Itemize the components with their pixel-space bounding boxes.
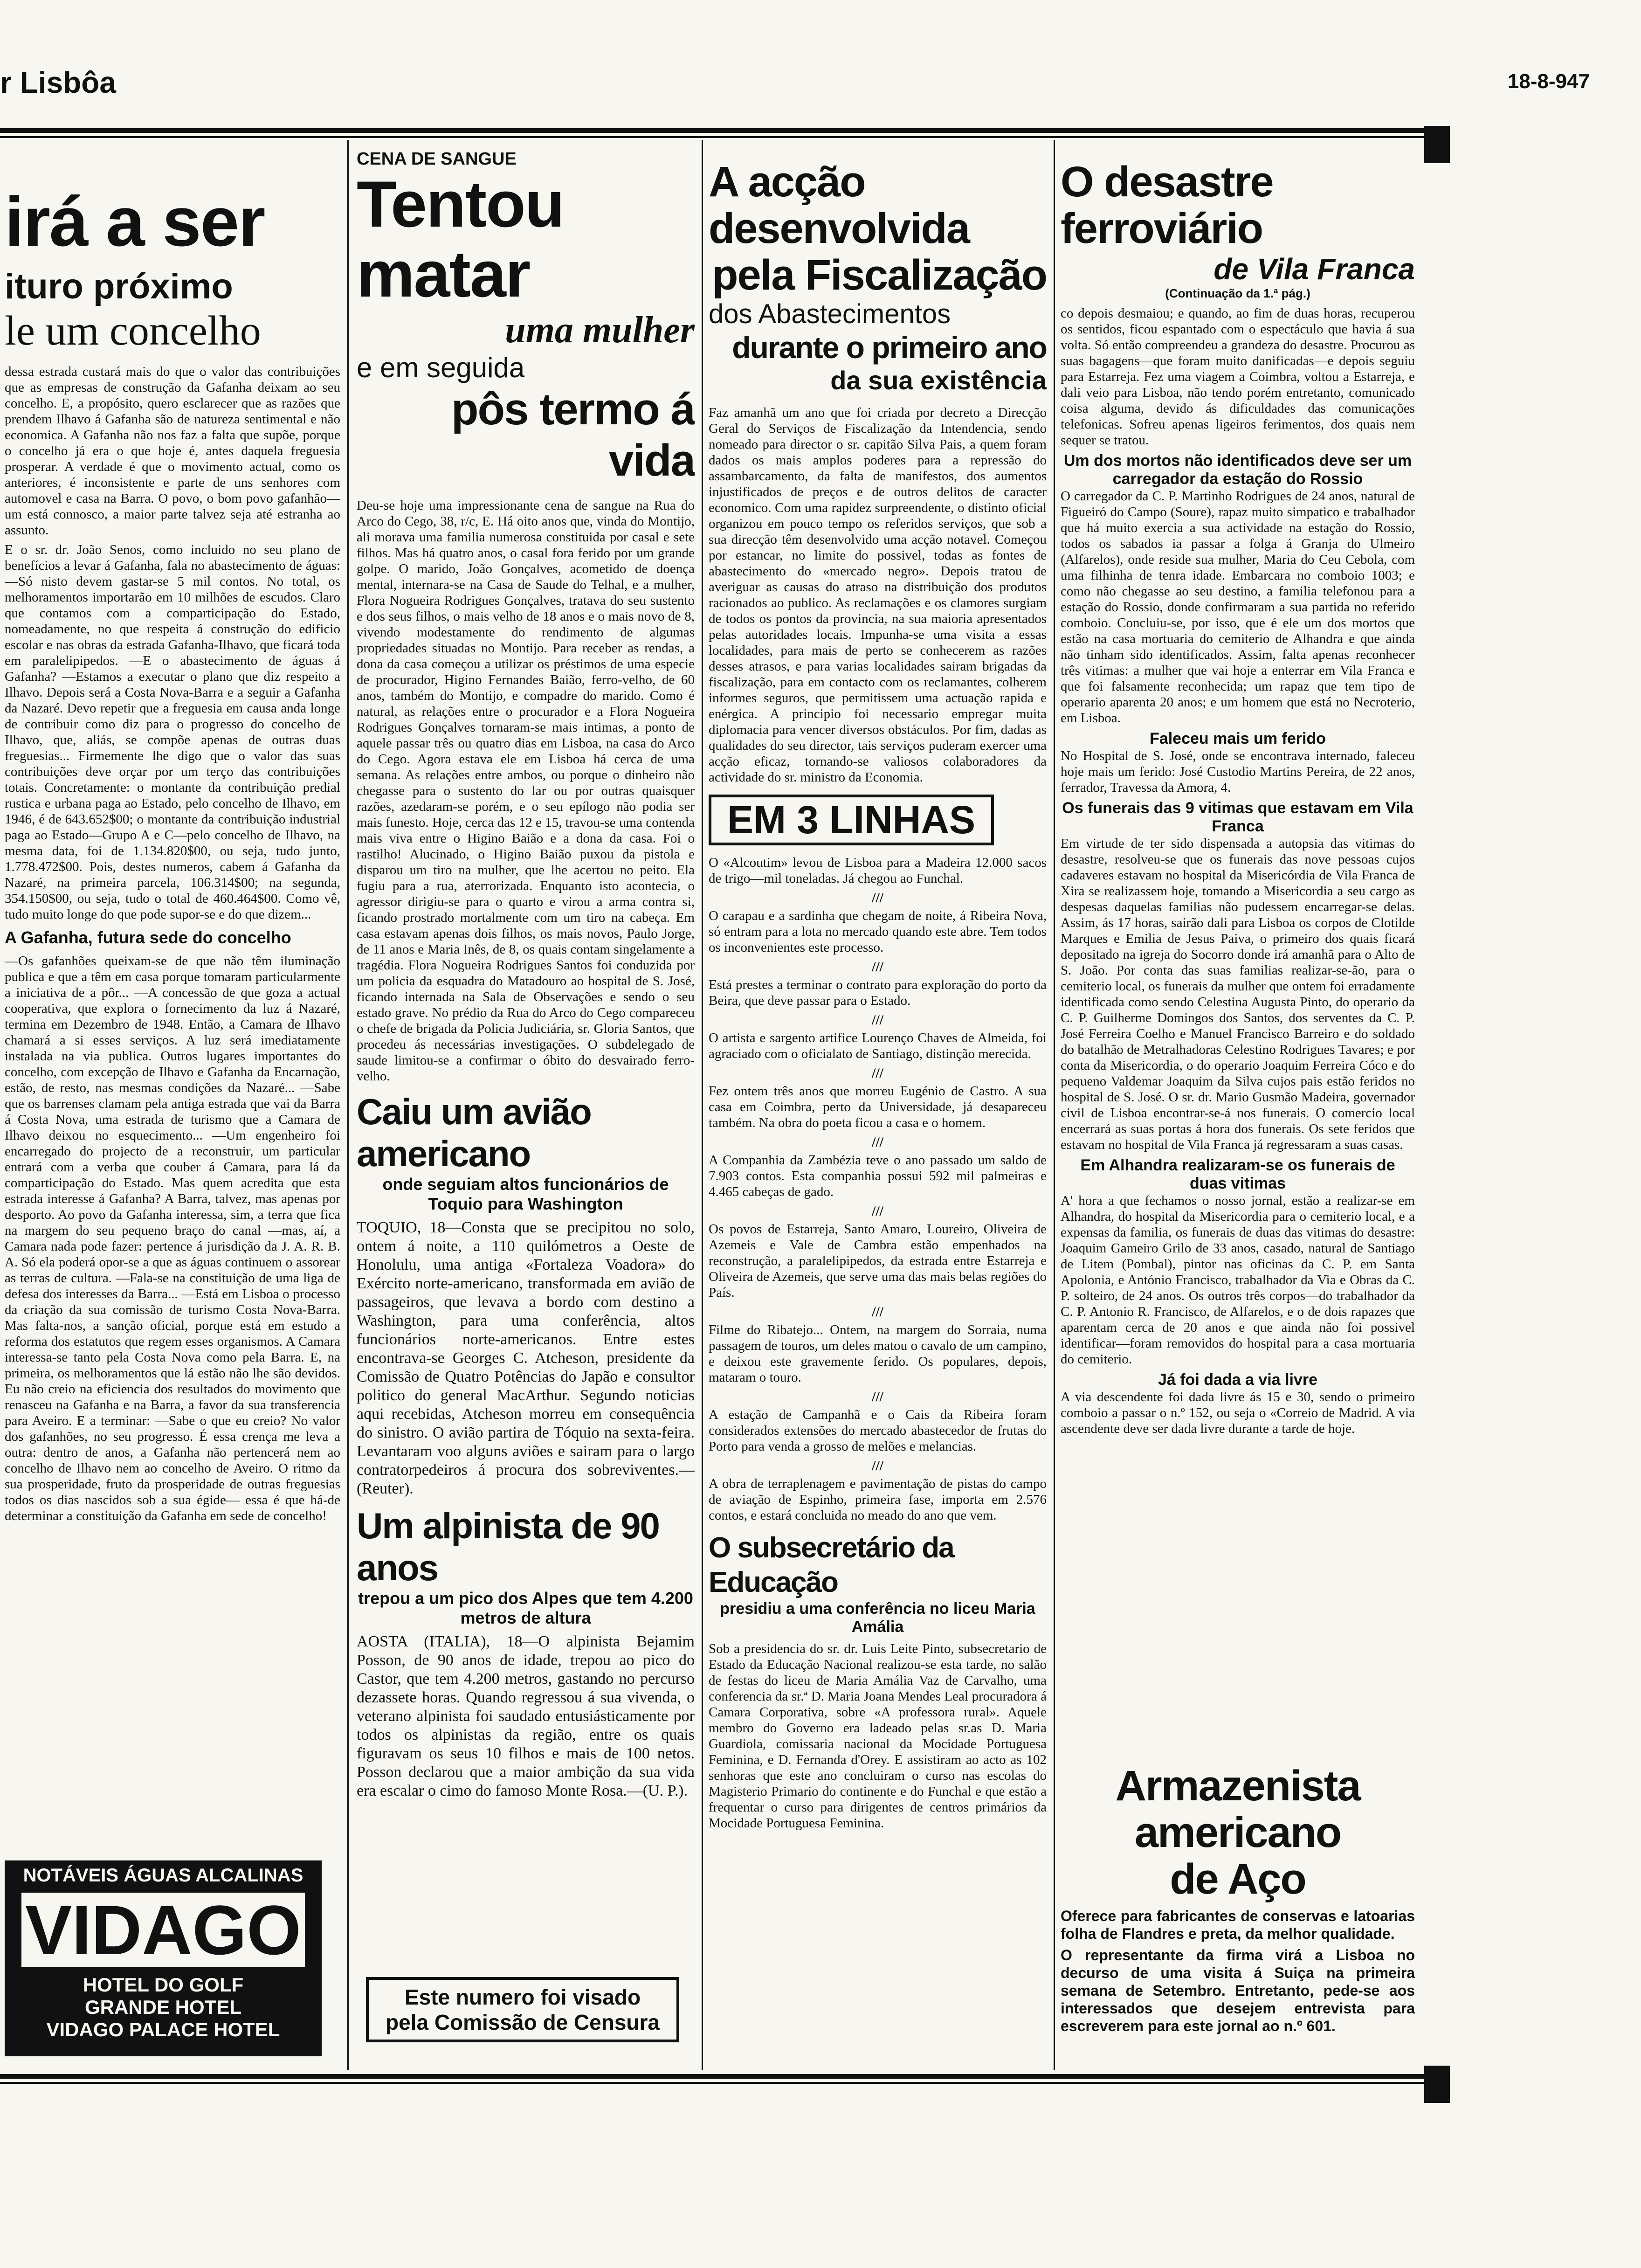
col4-sub-a: Um dos mortos não identificados deve ser um carregador da estação do Rossio [1063,452,1412,488]
col1-headline-1: irá a ser [5,182,265,261]
col2-sub-c: trepou a um pico dos Alpes que tem 4.200 metros de altura [358,1589,693,1627]
brief-item-7: Os povos de Estarreja, Santo Amaro, Loureiro, Oliveira de Azemeis e Vale de Cambra estão empenhados na reconstrução, a paralelipipedos, da estrada entre Estarreja e Oliveira de Azemeis, que serve uma das mais belas regiões do País. [709,1222,1047,1300]
vidago-advertisement [5,1860,322,2056]
censor-line-2: pela Comissão de Censura [386,2010,660,2034]
col2-text-b: TOQUIO, 18—Consta que se precipitou no solo, ontem á noite, a 110 quilómetros a Oeste de Honolulu, uma antiga «Fortaleza Voadora» do Exército norte-americano, transformada em avião de passageiros, que levava a bordo com destino a Washington, para uma conferência, altos funcionários norte-americanos. Entre estes encontrava-se Georges C. Atcheson, presidente da Comissão de Quatro Potências do Japão e consultor politico do general MacArthur. Segundo noticias aqui recebidas, Atcheson morreu em consequência do sinistro. O avião partira de Tóquio na sexta-feira. Levantaram voo alguns aviões e sairam para o largo contratorpedeiros á procura dos sobreviventes.—(Reuter). [357,1219,695,1497]
separator: /// [871,1203,883,1219]
top-rule [0,128,1436,133]
col4-headline-1: O desastre ferroviário [1061,159,1273,252]
em-3-linhas-box [709,795,994,845]
col2-text-c: AOSTA (ITALIA), 18—O alpinista Bejamim Posson, de 90 anos de idade, trepou ao pico do Castor, que tem 4.200 metros, gastando no percurso dezassete horas. Quando regressou á sua vivenda, o veterano alpinista foi saudado entusiásticamente por todos os alpinistas da região, entre os quais figuravam os seus 10 filhos e mais de 100 netos. Posson declarou que a maior ambição da sua vida era escalar o cimo do famoso Monte Rosa.—(U. P.). [357,1633,695,1799]
brief-item-2: O carapau e a sardinha que chegam de noite, á Ribeira Nova, só entram para a lota no mercado quando este abre. Tem todos os inconvenientes este processo. [709,908,1047,955]
em-3-linhas-title: EM 3 LINHAS [727,798,976,842]
col4-sub-c: Os funerais das 9 vitimas que estavam em Vila Franca [1062,799,1413,835]
col1-headline-2: ituro próximo [5,267,233,306]
col3-text-b: Sob a presidencia do sr. dr. Luis Leite Pinto, subsecretario de Estado da Educação Nacional realizou-se esta tarde, no salão de festas do liceu de Maria Amália Vaz de Carvalho, uma conferencia da sr.ª D. Maria Joana Mendes Leal procuradora á Camara Corporativa, sobre «A professora rural». Aquele membro do Governo era ladeado pelas sr.as D. Maria Guardiola, comissaria nacional da Mocidade Portuguesa Feminina, e D. Fernanda d'Orey. E assistiram ao acto as 102 senhoras que este ano concluiram o curso nas escolas do Magisterio Primario do continente e do Funchal e que estão a frequentar o curso para dirigentes de centros primários da Mocidade Portuguesa Feminina. [709,1641,1047,1831]
col2-kicker: CENA DE SANGUE [357,149,517,169]
col4-sub-d: Em Alhandra realizaram-se os funerais de duas vitimas [1080,1156,1395,1192]
ad-line-1: NOTÁVEIS ÁGUAS ALCALINAS [23,1865,303,1886]
column-2 [357,149,695,2066]
col1-headline-3: le um concelho [5,308,261,354]
col1-text-a: dessa estrada custará mais do que o valor das contribuições que as empresas de construção da Gafanha deixam ao seu concelho. E, a propósito, quero esclarecer que as razões que prendem Ilhavo á Gafanha são de natureza sentimental e não economica. A Gafanha não nos faz a falta que supõe, porque o concelho já era o que hoje é, antes daquela freguesia prosperar. A verdade é que o movimento actual, como os anteriores, é inconsistente e parte de uns senhores com automovel e casa na Barra. O povo, o bom povo gafanhão— um está connosco, a maior parte talvez seja até estranha ao assunto. [5,364,340,538]
col2-headline-b: Caiu um avião americano [357,1091,591,1174]
separator: /// [871,1389,883,1404]
masthead-title: r Lisbôa [0,66,116,99]
col2-headline-4: pôs termo á vida [451,384,695,485]
top-rule-thin [0,136,1436,138]
steel-advertisement [1061,1763,1415,2039]
right-bar-bottom [1424,2066,1450,2103]
brief-item-3: Está prestes a terminar o contrato para exploração do porto da Beira, que deve passar para o Estado. [709,977,1047,1008]
col3-headline-1: A acção desenvolvida [709,159,969,252]
brief-item-8: Filme do Ribatejo... Ontem, na margem do Sorraia, numa passagem de touros, um deles matou o cavalo de um campino, e deixou este gravemente ferido. Os populares, depois, mataram o touro. [709,1322,1047,1385]
brief-item-4: O artista e sargento artifice Lourenço Chaves de Almeida, foi agraciado com o oficialato de Santiago, distinção merecida. [709,1030,1047,1061]
right-bar-top [1424,126,1450,163]
col4-text-d: Em virtude de ter sido dispensada a autopsia das vitimas do desastre, resolveu-se que os funerais das nove pessoas cujos cadaveres estavam no hospital da Misericórdia de Vila Franca de Xira se realizassem hoje, tomando a Misericordia a seu cargo as despesas daquelas familias não pudessem encarregar-se delas. Assim, ás 17 horas, sairão dali para Lisboa os corpos de Clotilde Marques e Emilia de Jesus Paiva, o primeiro dos quais ficará depositado na igreja do Socorro donde irá amanhã para o Alto de S. João. Por conta das suas familias realizar-se-ão, para o cemiterio local, os funerais da mulher que ontem foi erradamente identificada como sendo Celestina Augusta Pinto, do operario da C. P. Guilherme Domingos dos Santos, dos serventes da C. P. José Ferreira Coelho e Manuel Francisco Barreiro e do soldado do batalhão de Metralhadoras Celestino Rodrigues Tavares; e por conta da Misericordia, o do operario Joaquim Ferreira Cóco e do pequeno Valdemar Joaquim da Silva cujos pais estão feridos no hospital de S. José. O sr. dr. Mario Gusmão Madeira, governador civil de Lisboa encontrar-se-á nos funerais. O comercio local encerrará as suas portas á hora dos funerais. Os sete feridos que estavam no hospital de Vila Franca já regressaram a suas casas. [1061,836,1415,1152]
col1-text-c: —Os gafanhões queixam-se de que não têm iluminação publica e que a têm em casa porque tomaram particularmente a iniciativa de a pôr... —A concessão de que goza a actual cooperativa, que explora o fornecimento da luz á Nazaré, termina em Dezembro de 1948. Então, a Camara de Ilhavo chamará a si esses serviços. A luz será imediatamente instalada na via publica. Outros lugares importantes do concelho, com excepção de Ilhavo e Gafanha da Encarnação, estão, de resto, nas mesmas condições da Nazaré... —Sabe que os barrenses clamam pela antiga estrada que vai da Barra á Costa Nova, uma estrada de turismo que a Camara de Ilhavo deixou no esquecimento... —Um engenheiro foi encarregado do projecto de a reconstruir, um particular entrará com a verba que couber á Camara, para lá da comparticipação do Estado. Mas quem acredita que esta estrada interesse á Gafanha? A Barra, talvez, mas apenas por desporto. Ao povo da Gafanha interessa, sim, a terra que fica na margem do seu pequeno braço do canal —mas, aí, a Camara nada pode fazer: pertence á jurisdição da J. A. R. B. A. Só ela poderá opor-se a que as águas continuem o assorear as terras de cultura. —Fala-se na constituição de uma liga de defesa dos interesses da Barra... —Está em Lisboa o processo da criação da sua comissão de turismo Costa Nova-Barra. Mas falta-nos, a sanção oficial, porque está em estudo a reforma dos estatutos que regem esses organismos. A Camara interessa-se tanto pela Costa Nova como pela Barra. E, na primeira, os melhoramentos que lá estão não lhe são devidos. Eu não creio na eficiencia dos resultados do movimento que renasceu na Gafanha e na Barra, a favor da sua transferencia para Aveiro. E a terminar: —Sabe o que eu creio? No valor dos gafanhões, no seu progresso. É essa crença me leva a outra: dentro de anos, a Gafanha não pertencerá nem ao concelho de Ilhavo nem ao concelho de Aveiro. O ritmo da sua prosperidade, fruto da prosperidade de outras freguesias todos os dias nascidos sob a sua égide— essa é que há-de determinar a constituição da Gafanha em sede de concelho! [5,954,340,1523]
separator: /// [871,959,883,975]
col3-sub-b: presidiu a uma conferência no liceu Maria Amália [720,1600,1035,1636]
col2-headline-c: Um alpinista de 90 anos [357,1505,659,1588]
separator: /// [871,890,883,906]
col4-headline-b2: de Aço [1170,1855,1306,1903]
issue-date: 18-8-947 [1507,70,1590,93]
col2-sub-b: onde seguiam altos funcionários de Toquio para Washington [382,1175,669,1213]
ad-line-4: GRANDE HOTEL [85,1996,241,2018]
col3-headline-5: da sua existência [830,366,1047,395]
brief-item-10: A obra de terraplenagem e pavimentação de pistas do campo de aviação de Espinho, primeira fase, importa em 2.576 contos, e estará concluida no meado do ano que vem. [709,1476,1047,1523]
col4-text-e: A' hora a que fechamos o nosso jornal, estão a realizar-se em Alhandra, do hospital da Misericordia para o cemiterio local, e a expensas da familia, os funerais de duas das vitimas do desastre: Joaquim Gameiro Grilo de 33 anos, casado, natural de Santiago de Litem (Pombal), pintor nas oficinas da C. P. em Santa Apolonia, e António Francisco, trabalhador da Via e Obras da C. P. solteiro, de 24 anos. Os outros três corpos—do trabalhador da C. P. Antonio R. Francisco, de Alfarelos, e o de dois rapazes que aparentam cerca de 20 anos e que ainda não foi possivel identificar—foram removidos do hospital para a casa mortuaria do cemiterio. [1061,1193,1415,1367]
col4-sub-e: Já foi dada a via livre [1158,1371,1318,1389]
separator: /// [871,1458,883,1473]
ad-line-3: HOTEL DO GOLF [83,1974,244,1996]
censorship-notice [366,1977,679,2042]
col4-headline-2: de Vila Franca [1214,252,1415,286]
column-rule-1 [347,140,349,2070]
col1-text-b: E o sr. dr. João Senos, como incluido no seu plano de benefícios a levar á Gafanha, fala no abastecimento de águas: —Só nisto devem gastar-se 5 mil contos. No total, os melhoramentos importarão em 10 milhões de escudos. Claro que contamos com a comparticipação do Estado, nomeadamente, no que respeita á construção do edificio escolar e nas obras da estrada Gafanha-Ilhavo, que ficará toda em paralelipipedos. —E o abastecimento de águas á Gafanha? —Estamos a executar o plano que diz respeito a Ilhavo. Depois será a Costa Nova-Barra e a seguir a Gafanha da Nazaré. Devo repetir que a freguesia em causa anda longe de contribuir como diz para o progresso do concelho de Ilhavo, que, aliás, se compõe apenas de outras duas freguesias... Firmemente lhe digo que o valor das suas contribuições deve orçar por um terço das contribuições totais. Concretamente: o montante da contribuição predial rustica e urbana paga ao Estado, pelo concelho de Ilhavo, em 1946, é de 643.652$00; o montante da contribuição industrial paga ao Estado—Grupo A e C—pelo concelho de Ilhavo, na mesma data, foi de 1.134.820$00, ou seja, tudo junto, 1.778.472$00. Pois, destes numeros, cabem á Gafanha da Nazaré, na primeira parcela, 106.314$00; na segunda, 354.150$00, ou seja, tudo o total de 460.464$00. Como vê, tudo muito longe do que pode supor-se e do que dizem... [5,542,340,922]
col4-text-g: Oferece para fabricantes de conservas e latoarias folha de Flandres e preta, da melhor qualidade. [1061,1908,1415,1942]
col3-headline-4: durante o primeiro ano [732,330,1047,365]
separator: /// [871,1012,883,1028]
col4-text-a: co depois desmaiou; e quando, ao fim de duas horas, recuperou os sentidos, ficou espantado com o espectáculo que havia á sua volta. Só então compreendeu a grandeza do desastre. Procurou as suas bagagens—que foram muito danificadas—e depois seguiu para Estarreja. Fez uma viagem a Coimbra, voltou a Estarreja, e dali veio para Lisboa, não tendo porém entretanto, comunicado coisa alguma, devido ás dificuldades das comunicações telefonicas. Sofreu apenas ligeiros ferimentos, dos quais nem sequer se tratou. [1061,306,1415,448]
ad-brand: VIDAGO [19,1890,308,1970]
col2-headline-3: e em seguida [357,352,525,383]
col4-text-b: O carregador da C. P. Martinho Rodrigues de 24 anos, natural de Figueiró do Campo (Soure), rapaz muito simpatico e trabalhador que há muito exercia a sua actividade na estação do Rossio, todos os sabados ia passar a folga á Granja do Ulmeiro (Alfarelos), onde reside sua mulher, Maria do Ceu Cebola, com uma filhinha de tenra idade. Embarcara no comboio 1003; e como não chegasse ao seu destino, a familia telefonou para a estação do Rossio, donde confirmaram a sua partida no referido comboio. Concluiu-se, por isso, que é ele um dos mortos que estão na casa mortuaria do cemiterio de Alhandra e que ainda não tinham sido identificados. Assim, falta apenas reconhecer três vitimas: a mulher que vai hoje a enterrar em Vila Franca e que foi falsamente reconhecida; um rapaz que tem tipo de operario aparenta 20 anos; e um homem que está no Necroterio, em Lisboa. [1061,489,1415,726]
separator: /// [871,1065,883,1081]
col4-continuation: (Continuação da 1.ª pág.) [1165,286,1310,300]
censor-line-1: Este numero foi visado [404,1985,641,2009]
col3-text-a: Faz amanhã um ano que foi criada por decreto a Direcção Geral do Serviços de Fiscalização da Intendencia, sendo nomeado para director o sr. capitão Silva Pais, a quem foram dados os mais amplos poderes para a repressão do assambarcamento, da falta de manifestos, dos aumentos injustificados de preços e de outros delitos de caracter economico. Com uma rapidez surpreendente, o distinto oficial organizou em pouco tempo os referidos serviços, que sob a sua direcção têm desenvolvido uma acção notavel. Começou por estancar, no limite do possivel, todas as fontes de abastecimento do «mercado negro». Depois tratou de averiguar as causas do atraso na distribuição dos produtos racionados ao publico. As reclamações e os clamores surgiam de todos os pontos da provincia, na sua maioria apresentados pelas autoridades locais. Impunha-se uma visita a essas localidades, para mais de perto se conhecerem as razões desses atrasos, e para varias localidades sairam brigadas da fiscalização, para em contacto com os reclamantes, colherem informes seguros, que permitissem uma actuação rapida e enérgica. A principio foi necessario empregar muita diplomacia para vencer diversos obstáculos. Por fim, dadas as qualidades do seu director, tais serviços puderam exercer uma acção eficaz, tornando-se valiosos colaboradores da actividade do sr. ministro da Economia. [709,405,1047,785]
col1-subhead: A Gafanha, futura sede do concelho [5,928,291,947]
column-rule-3 [1054,140,1055,2070]
brief-item-6: A Companhia da Zambézia teve o ano passado um saldo de 7.903 contos. Esta companhia possui 592 mil palmeiras e 4.465 cabeças de gado. [709,1153,1047,1199]
brief-item-1: O «Alcoutim» levou de Lisboa para a Madeira 12.000 sacos de trigo—mil toneladas. Já chegou ao Funchal. [709,855,1047,886]
col2-headline-1: Tentou matar [357,167,564,311]
column-rule-2 [702,140,703,2070]
col2-text-a: Deu-se hoje uma impressionante cena de sangue na Rua do Arco do Cego, 38, r/c, E. Há oito anos que, vinda do Montijo, ali morava uma familia numerosa constituida por casal e sete filhos. Mas há quatro anos, o casal fora ferido por um grande golpe. O marido, João Gonçalves, acometido de doença mental, internara-se na Casa de Saude do Telhal, e a mulher, Flora Nogueira Rodrigues Gonçalves, tratava do seu sustento e dos seus filhos, o mais velho de 18 anos e o mais novo de 8, vivendo modestamente do rendimento de algumas propriedades situadas no Montijo. Para receber as rendas, a dona da casa começou a utilizar os préstimos de uma especie de procurador, Higino Fernandes Baião, ferro-velho, de 60 anos, também do Montijo, e compadre do marido. Como é natural, as relações entre o procurador e a Flora Nogueira Rodrigues Gonçalves tornaram-se mais intimas, a ponto de aquele passar três ou quatro dias em Lisboa, na casa do Arco do Cego. Agora estava ele em Lisboa há cerca de uma semana. As relações entre ambos, ou porque o dinheiro não chegasse para o sustento do lar ou por outras quaisquer razões, azedaram-se porém, e o seu epílogo não podia ser mais funesto. Hoje, cerca das 12 e 15, travou-se uma contenda mais viva entre o Higino Baião e a dona da casa. Foi o rastilho! Alucinado, o Higino Baião puxou da pistola e disparou um tiro na mulher, que lhe acertou no peito. Ela fugiu para a rua, aterrorizada. Enquanto isto acontecia, o agressor dirigiu-se para o quarto e virou a arma contra si, ficando prostrado mortalmente com um tiro na cabeça. Em casa estavam apenas dois filhos, os mais novos, Paulo Jorge, de 11 anos e Maria Inês, de 8, os quais contam singelamente a tragédia. Flora Nogueira Rodrigues Santos foi conduzida por um policia da esquadra do Matadouro ao hospital de S. José, ficando internada na Sala de Observações e sendo o seu estado grave. No prédio da Rua do Arco do Cego compareceu o chefe de brigada da Policia Judiciária, sr. Gloria Santos, que procedeu ás necessárias investigações. O subdelegado de saude limitou-se a confirmar o óbito do desvairado ferro-velho. [357,498,695,1084]
col2-headline-2: uma mulher [505,310,695,351]
col3-headline-b: O subsecretário da Educação [709,1532,954,1598]
col3-headline-3: dos Abastecimentos [709,299,951,329]
column-1 [5,145,340,2066]
brief-item-5: Fez ontem três anos que morreu Eugénio de Castro. A sua casa em Coimbra, perto da Universidade, já desapareceu também. Na obra do poeta ficou a casa e o homem. [709,1084,1047,1130]
column-3 [709,159,1047,2066]
col3-headline-2: pela Fiscalização [712,251,1047,299]
col4-text-f: A via descendente foi dada livre ás 15 e 30, sendo o primeiro comboio a passar o n.º 152, ou seja o «Correio de Madrid. A via ascendente deve ser dada livre durante a tarde de hoje. [1061,1390,1415,1436]
col4-sub-b: Faleceu mais um ferido [1150,730,1326,747]
bottom-rule [0,2074,1436,2079]
col4-text-c: No Hospital de S. José, onde se encontrava internado, faleceu hoje mais um ferido: José Custodio Martins Pereira, de 22 anos, ferrador, Travessa da Amora, 4. [1061,748,1415,795]
col4-text-h: O representante da firma virá a Lisboa no decurso de uma visita á Suiça na primeira semana de Setembro. Entretanto, pede-se aos interessados que desejem entrevista para escreverem para este jornal ao n.º 601. [1061,1947,1415,2034]
brief-item-9: A estação de Campanhã e o Cais da Ribeira foram considerados extensões do mercado abastecedor de frutas do Porto para venda a grosso de melões e melancias. [709,1407,1047,1454]
column-4 [1061,159,1415,2066]
bottom-rule-thin [0,2082,1436,2084]
separator: /// [871,1134,883,1150]
separator: /// [871,1304,883,1320]
col4-headline-b1: Armazenista americano [1115,1762,1360,1856]
ad-line-5: VIDAGO PALACE HOTEL [46,2019,280,2040]
